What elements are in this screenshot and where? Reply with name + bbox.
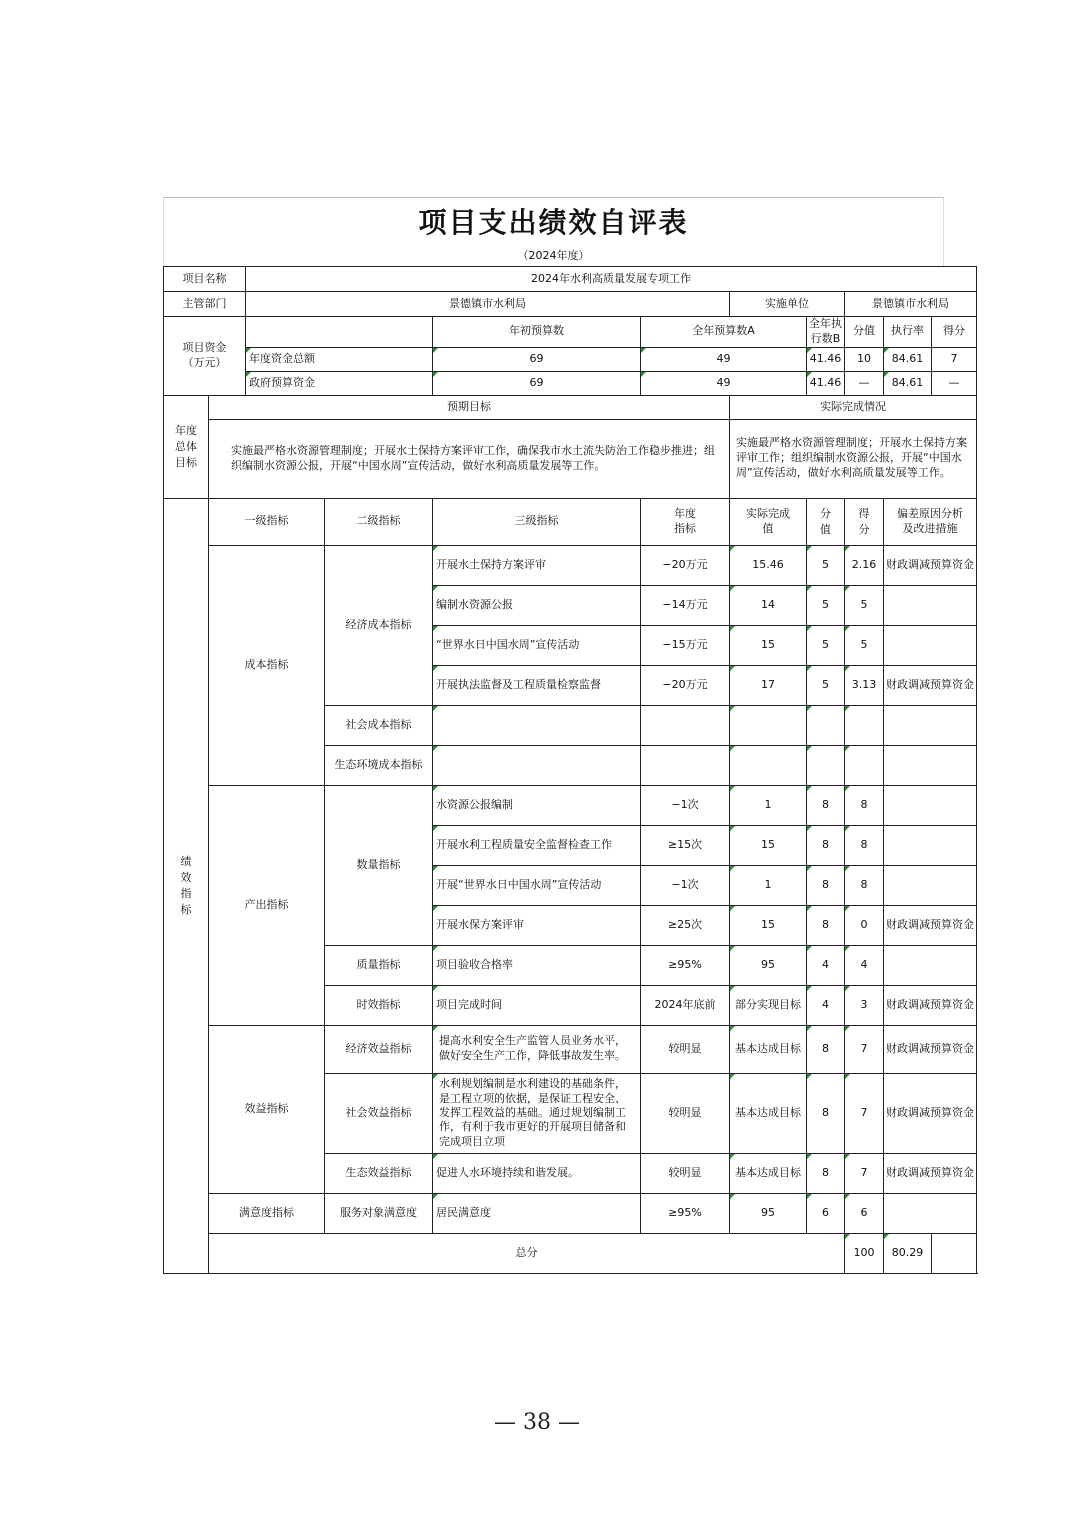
indicator-weight: 4 — [807, 985, 845, 1025]
indicator-name: 提高水利安全生产监管人员业务水平，做好安全生产工作，降低事故发生率。 — [433, 1025, 641, 1073]
indicator-target: −15万元 — [641, 625, 730, 665]
indicator-reason: 财政调减预算资金 — [884, 1073, 977, 1153]
total-score: 80.29 — [884, 1233, 932, 1273]
perf-label: 绩效指标 — [164, 498, 209, 1273]
indicator-reason — [884, 945, 977, 985]
level1-satisfaction: 满意度指标 — [209, 1193, 325, 1233]
total-label: 总分 — [209, 1233, 845, 1273]
empty-cell — [884, 705, 977, 745]
indicator-target: ≥95% — [641, 945, 730, 985]
page-title: 项目支出绩效自评表 — [418, 205, 689, 239]
year-label: （2024年度） — [517, 248, 590, 262]
indicator-name: 水资源公报编制 — [433, 785, 641, 825]
indicator-target: 2024年底前 — [641, 985, 730, 1025]
title-row — [163, 197, 944, 243]
indicator-weight: 5 — [807, 625, 845, 665]
empty-cell — [845, 705, 884, 745]
indicator-weight: 8 — [807, 1073, 845, 1153]
indicator-reason — [884, 825, 977, 865]
empty-cell — [807, 705, 845, 745]
impl-unit-value: 景德镇市水利局 — [845, 292, 977, 317]
funds-header-initial: 年初预算数 — [433, 317, 641, 348]
funds-row-initial: 69 — [433, 347, 641, 371]
evaluation-table — [163, 266, 977, 1274]
funds-row-score-value: — — [845, 371, 884, 395]
indicator-actual: 1 — [730, 785, 807, 825]
department-value: 景德镇市水利局 — [246, 292, 730, 317]
indicator-score: 7 — [845, 1153, 884, 1193]
empty-cell — [845, 745, 884, 785]
funds-row-rate: 84.61 — [884, 371, 932, 395]
indicator-name: 居民满意度 — [433, 1193, 641, 1233]
indicator-score: 8 — [845, 785, 884, 825]
indicator-weight: 8 — [807, 1153, 845, 1193]
indicator-score: 7 — [845, 1073, 884, 1153]
indicator-name: 促进人水环境持续和谐发展。 — [433, 1153, 641, 1193]
funds-row — [164, 371, 977, 395]
indicator-reason — [884, 585, 977, 625]
level1-benefit: 效益指标 — [209, 1025, 325, 1193]
funds-header-annual: 全年预算数A — [641, 317, 807, 348]
indicator-reason: 财政调减预算资金 — [884, 545, 977, 585]
empty-cell — [433, 705, 641, 745]
indicator-actual: 基本达成目标 — [730, 1153, 807, 1193]
perf-header-l1: 一级指标 — [209, 498, 325, 545]
indicator-weight: 8 — [807, 905, 845, 945]
funds-header-executed: 全年执行数B — [807, 317, 845, 348]
indicator-reason: 财政调减预算资金 — [884, 985, 977, 1025]
level2-social-benefit: 社会效益指标 — [325, 1073, 433, 1153]
page-number: — 38 — — [494, 1410, 580, 1435]
level2-econ-benefit: 经济效益指标 — [325, 1025, 433, 1073]
indicator-weight: 5 — [807, 585, 845, 625]
table-row — [164, 545, 977, 585]
perf-header-row — [164, 498, 977, 545]
empty-cell — [641, 705, 730, 745]
indicator-actual: 17 — [730, 665, 807, 705]
indicator-actual: 15 — [730, 825, 807, 865]
funds-row-score-value: 10 — [845, 347, 884, 371]
funds-row-executed: 41.46 — [807, 347, 845, 371]
level2-eco-benefit: 生态效益指标 — [325, 1153, 433, 1193]
indicator-name: 开展水利工程质量安全监督检查工作 — [433, 825, 641, 865]
funds-header-score-value: 分值 — [845, 317, 884, 348]
indicator-name: 编制水资源公报 — [433, 585, 641, 625]
funds-row-initial: 69 — [433, 371, 641, 395]
indicator-weight: 6 — [807, 1193, 845, 1233]
empty-cell — [433, 745, 641, 785]
indicator-score: 3.13 — [845, 665, 884, 705]
indicator-score: 4 — [845, 945, 884, 985]
empty-cell — [932, 1233, 977, 1273]
table-row — [164, 1193, 977, 1233]
indicator-score: 0 — [845, 905, 884, 945]
perf-header-l2: 二级指标 — [325, 498, 433, 545]
empty-cell — [730, 745, 807, 785]
level2-timeliness: 时效指标 — [325, 985, 433, 1025]
funds-row-score: 7 — [932, 347, 977, 371]
indicator-score: 5 — [845, 585, 884, 625]
indicator-target: ≥15次 — [641, 825, 730, 865]
perf-header-score: 得分 — [845, 498, 884, 545]
indicator-actual: 部分实现目标 — [730, 985, 807, 1025]
indicator-reason — [884, 1193, 977, 1233]
indicator-score: 2.16 — [845, 545, 884, 585]
goals-expected-text: 实施最严格水资源管理制度；开展水土保持方案评审工作，确保我市水土流失防治工作稳步推进；组织编制水资源公报，开展“中国水周”宣传活动，做好水利高质量发展等工作。 — [209, 419, 730, 498]
empty-cell — [884, 745, 977, 785]
indicator-target: −20万元 — [641, 665, 730, 705]
indicator-target: −14万元 — [641, 585, 730, 625]
indicator-score: 5 — [845, 625, 884, 665]
indicator-name: 项目完成时间 — [433, 985, 641, 1025]
perf-header-reason: 偏差原因分析及改进措施 — [884, 498, 977, 545]
indicator-name: 项目验收合格率 — [433, 945, 641, 985]
indicator-actual: 15 — [730, 905, 807, 945]
goals-actual-text: 实施最严格水资源管理制度；开展水土保持方案评审工作；组织编制水资源公报，开展“中国水周”宣传活动，做好水利高质量发展等工作。 — [730, 419, 977, 498]
indicator-weight: 8 — [807, 785, 845, 825]
indicator-actual: 95 — [730, 945, 807, 985]
perf-header-l3: 三级指标 — [433, 498, 641, 545]
department-label: 主管部门 — [164, 292, 246, 317]
indicator-target: −20万元 — [641, 545, 730, 585]
indicator-name: “世界水日中国水周”宣传活动 — [433, 625, 641, 665]
indicator-name: 开展“世界水日中国水周”宣传活动 — [433, 865, 641, 905]
funds-row-name: 政府预算资金 — [246, 371, 433, 395]
indicator-weight: 4 — [807, 945, 845, 985]
funds-label: 项目资金（万元） — [164, 317, 246, 396]
indicator-reason: 财政调减预算资金 — [884, 665, 977, 705]
indicator-name: 开展水保方案评审 — [433, 905, 641, 945]
goals-content-row — [164, 419, 977, 498]
project-name-row — [164, 267, 977, 292]
funds-blank-header — [246, 317, 433, 348]
indicator-actual: 15 — [730, 625, 807, 665]
perf-header-weight: 分值 — [807, 498, 845, 545]
department-row — [164, 292, 977, 317]
indicator-weight: 8 — [807, 865, 845, 905]
indicator-score: 7 — [845, 1025, 884, 1073]
evaluation-sheet — [163, 197, 975, 1274]
impl-unit-label: 实施单位 — [730, 292, 845, 317]
indicator-target: ≥95% — [641, 1193, 730, 1233]
indicator-target: 较明显 — [641, 1025, 730, 1073]
funds-row-executed: 41.46 — [807, 371, 845, 395]
indicator-target: ≥25次 — [641, 905, 730, 945]
funds-row — [164, 347, 977, 371]
level2-econ-cost: 经济成本指标 — [325, 545, 433, 705]
goals-header-row — [164, 395, 977, 419]
indicator-score: 8 — [845, 825, 884, 865]
level2-eco-cost: 生态环境成本指标 — [325, 745, 433, 785]
indicator-reason — [884, 625, 977, 665]
goals-expected-label: 预期目标 — [209, 395, 730, 419]
funds-header-rate: 执行率 — [884, 317, 932, 348]
funds-row-annual: 49 — [641, 371, 807, 395]
indicator-actual: 14 — [730, 585, 807, 625]
indicator-score: 8 — [845, 865, 884, 905]
indicator-target: −1次 — [641, 785, 730, 825]
total-weight: 100 — [845, 1233, 884, 1273]
funds-header-score: 得分 — [932, 317, 977, 348]
level1-output: 产出指标 — [209, 785, 325, 1025]
indicator-weight: 5 — [807, 545, 845, 585]
indicator-name: 开展水土保持方案评审 — [433, 545, 641, 585]
perf-header-target: 年度指标 — [641, 498, 730, 545]
indicator-actual: 1 — [730, 865, 807, 905]
indicator-target: 较明显 — [641, 1153, 730, 1193]
indicator-actual: 15.46 — [730, 545, 807, 585]
indicator-reason — [884, 785, 977, 825]
empty-cell — [730, 705, 807, 745]
indicator-reason: 财政调减预算资金 — [884, 1025, 977, 1073]
table-row — [164, 1025, 977, 1073]
funds-row-rate: 84.61 — [884, 347, 932, 371]
perf-header-actual: 实际完成值 — [730, 498, 807, 545]
indicator-actual: 基本达成目标 — [730, 1073, 807, 1153]
indicator-score: 3 — [845, 985, 884, 1025]
indicator-actual: 基本达成目标 — [730, 1025, 807, 1073]
funds-header-row — [164, 317, 977, 348]
indicator-score: 6 — [845, 1193, 884, 1233]
indicator-reason: 财政调减预算资金 — [884, 1153, 977, 1193]
indicator-reason: 财政调减预算资金 — [884, 905, 977, 945]
indicator-target: 较明显 — [641, 1073, 730, 1153]
goals-label: 年度总体目标 — [164, 395, 209, 498]
funds-row-name: 年度资金总额 — [246, 347, 433, 371]
empty-cell — [807, 745, 845, 785]
funds-row-score: — — [932, 371, 977, 395]
level1-cost: 成本指标 — [209, 545, 325, 785]
project-name-label: 项目名称 — [164, 267, 246, 292]
empty-cell — [641, 745, 730, 785]
level2-quantity: 数量指标 — [325, 785, 433, 945]
indicator-target: −1次 — [641, 865, 730, 905]
indicator-weight: 8 — [807, 1025, 845, 1073]
level2-service-satisfaction: 服务对象满意度 — [325, 1193, 433, 1233]
goals-actual-label: 实际完成情况 — [730, 395, 977, 419]
indicator-name: 水利规划编制是水利建设的基础条件，是工程立项的依据，是保证工程安全、发挥工程效益的基础。通过规划编制工作，有利于我市更好的开展项目储备和完成项目立项 — [433, 1073, 641, 1153]
indicator-actual: 95 — [730, 1193, 807, 1233]
level2-quality: 质量指标 — [325, 945, 433, 985]
indicator-weight: 8 — [807, 825, 845, 865]
indicator-reason — [884, 865, 977, 905]
table-row — [164, 785, 977, 825]
level2-social-cost: 社会成本指标 — [325, 705, 433, 745]
year-row — [163, 243, 944, 266]
indicator-name: 开展执法监督及工程质量检察监督 — [433, 665, 641, 705]
project-name-value: 2024年水利高质量发展专项工作 — [246, 267, 977, 292]
indicator-weight: 5 — [807, 665, 845, 705]
total-row — [164, 1233, 977, 1273]
funds-row-annual: 49 — [641, 347, 807, 371]
